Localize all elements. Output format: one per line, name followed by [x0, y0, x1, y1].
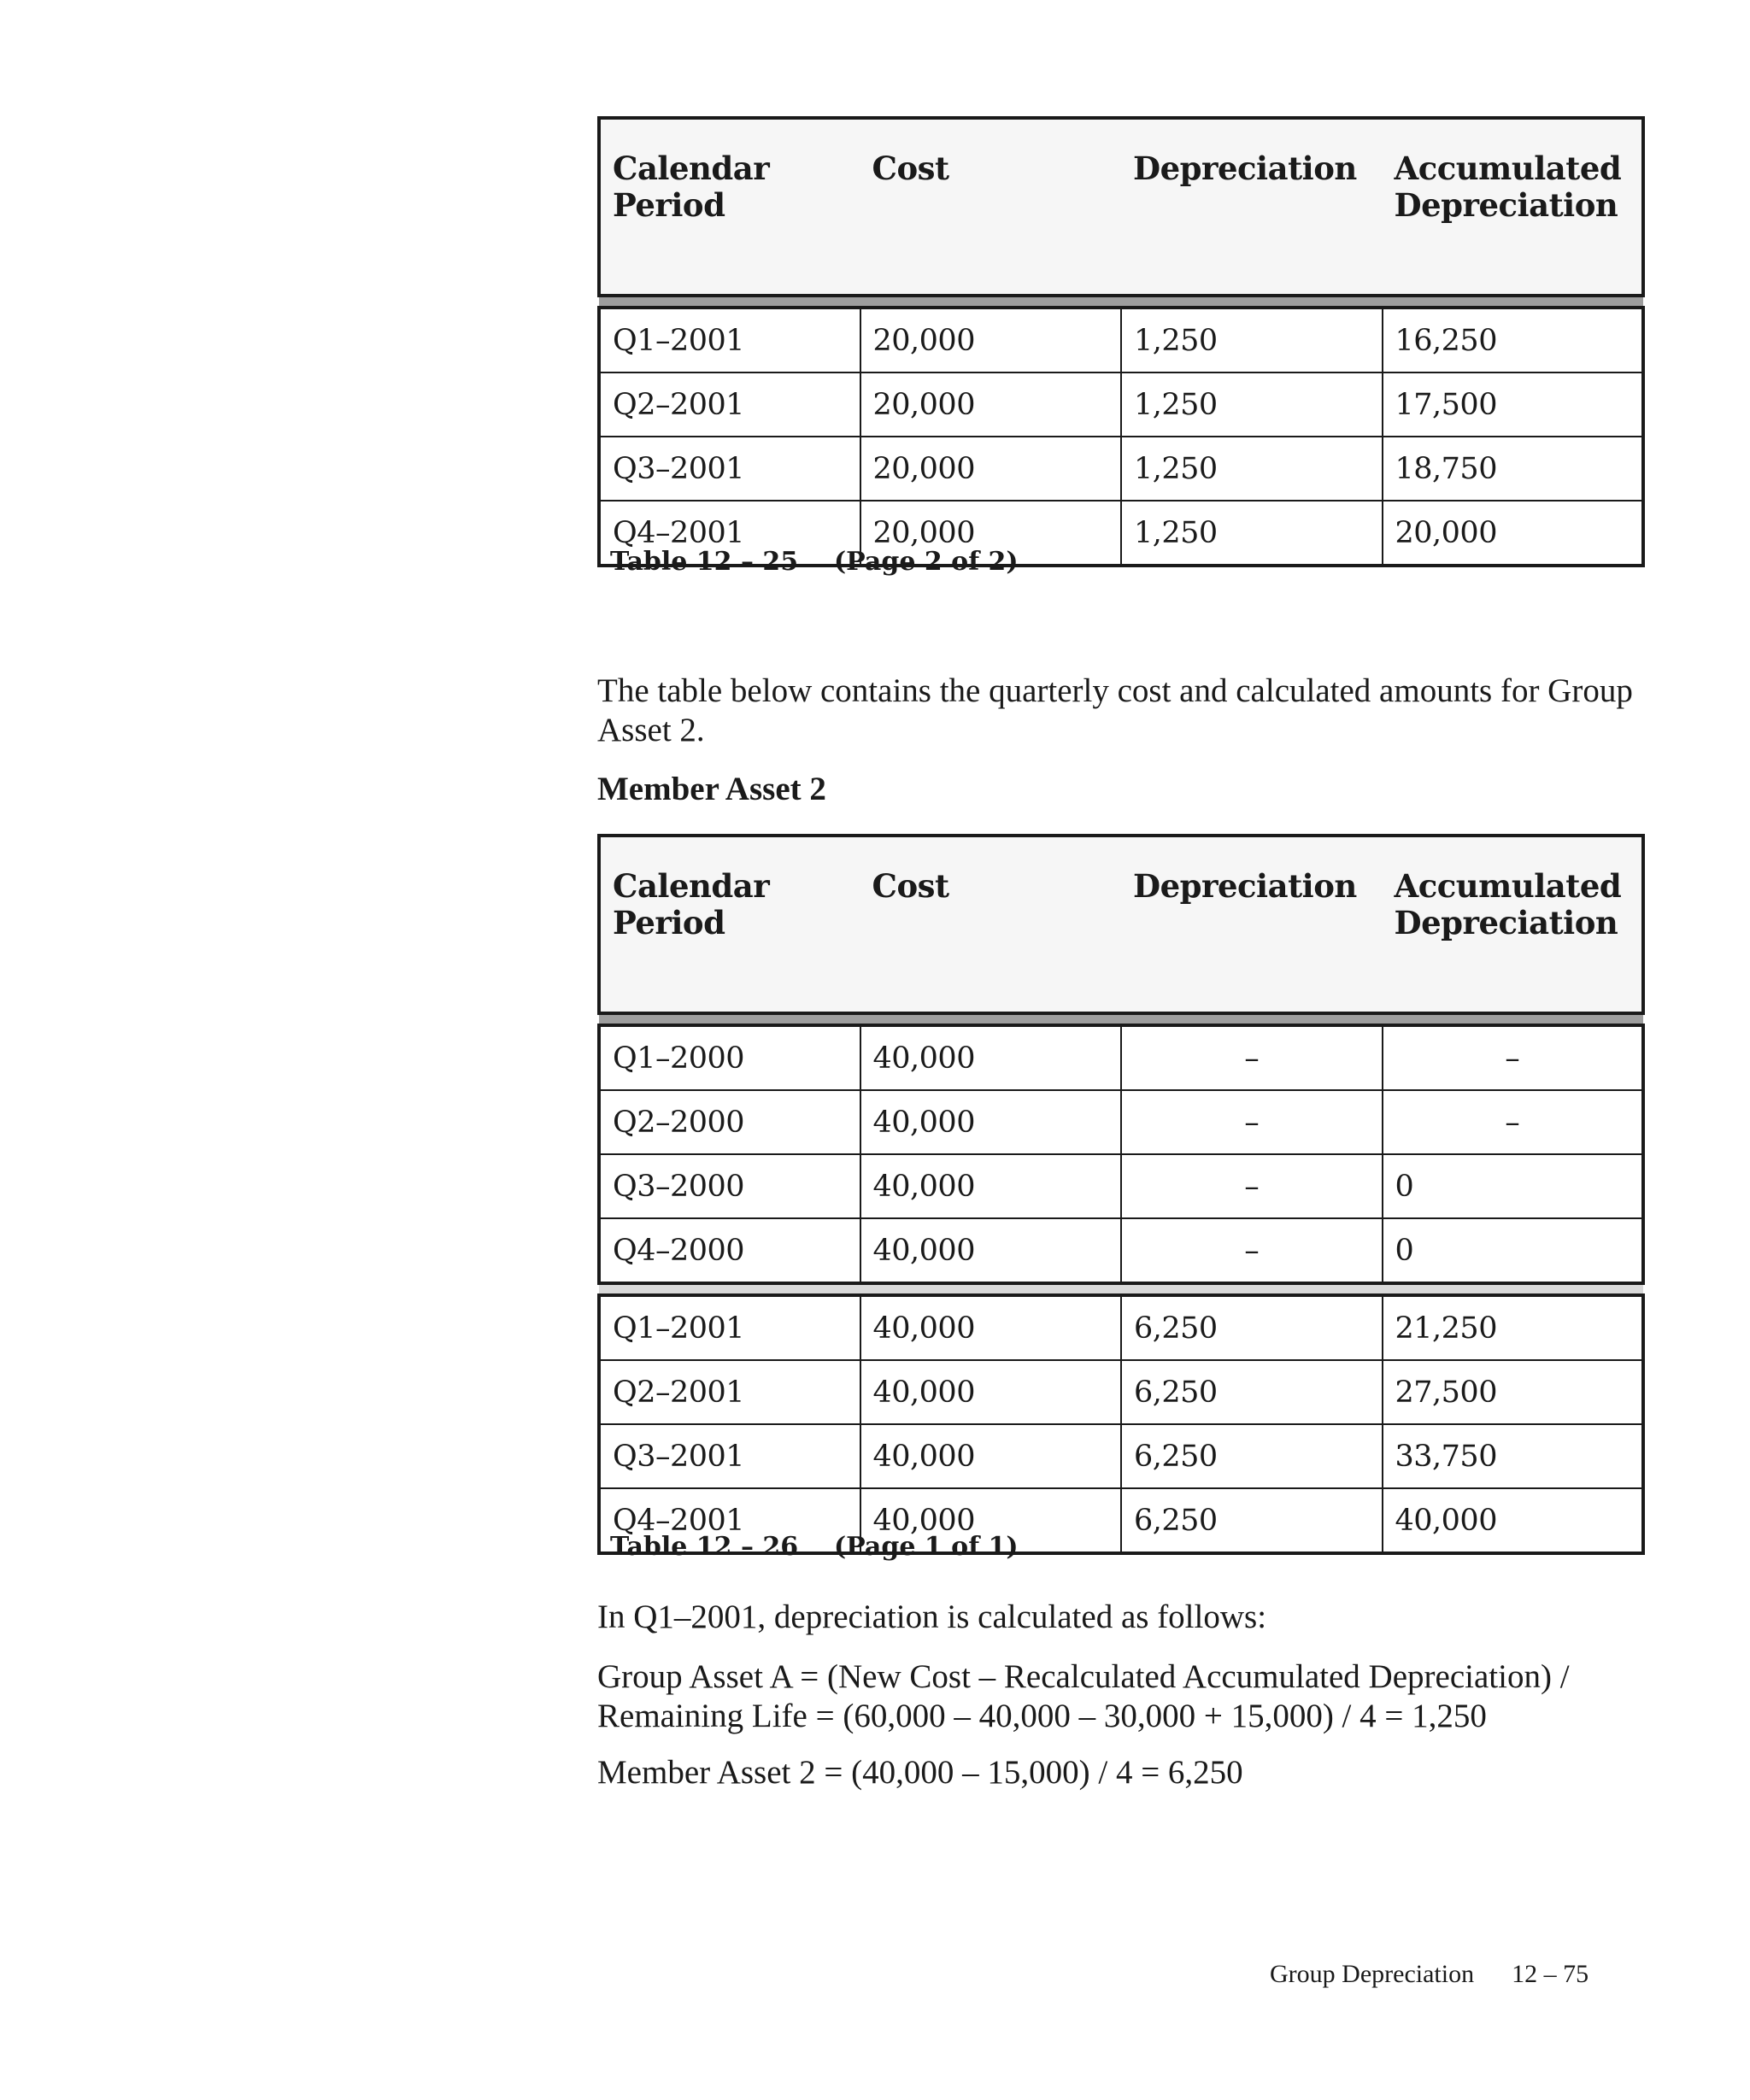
table-cell: – [1121, 1025, 1383, 1090]
table-cell: 33,750 [1383, 1424, 1644, 1488]
caption-page: (Page 2 of 2) [833, 547, 1019, 577]
row-group-separator [599, 1283, 1643, 1295]
table-cell: 6,250 [1121, 1360, 1383, 1424]
table-cell: Q2–2000 [599, 1090, 860, 1154]
table-cell: 20,000 [860, 437, 1122, 501]
footer-section: Group Depreciation [1270, 1960, 1475, 1988]
table-cell: 0 [1383, 1154, 1644, 1218]
table-cell: – [1383, 1025, 1644, 1090]
table-cell: 1,250 [1121, 437, 1383, 501]
table-cell: – [1121, 1090, 1383, 1154]
table-cell: Q3–2001 [599, 1424, 860, 1488]
table-cell: 16,250 [1383, 308, 1644, 372]
table-cell: 40,000 [860, 1090, 1122, 1154]
table-row [599, 308, 1643, 372]
calculation-intro: In Q1–2001, depreciation is calculated as follows: [597, 1598, 1267, 1635]
column-header: Cost [860, 836, 1122, 1013]
column-header: Accumulated Depreciation [1383, 118, 1644, 296]
table-cell: – [1121, 1154, 1383, 1218]
table-cell: 40,000 [860, 1025, 1122, 1090]
table-row [599, 1360, 1643, 1424]
table-cell: 17,500 [1383, 372, 1644, 437]
table-cell: Q4–2000 [599, 1218, 860, 1283]
table-row [599, 437, 1643, 501]
page-footer [1270, 1960, 1589, 1989]
caption-label: Table 12 – 26 [610, 1532, 799, 1562]
table-cell: 40,000 [860, 1360, 1122, 1424]
table-cell: 1,250 [1121, 372, 1383, 437]
table-cell: 0 [1383, 1218, 1644, 1283]
table-cell: 27,500 [1383, 1360, 1644, 1424]
table-row [599, 1424, 1643, 1488]
table-title-member-asset-2: Member Asset 2 [597, 771, 826, 807]
table-row [599, 1218, 1643, 1283]
table-cell: 40,000 [860, 1424, 1122, 1488]
table-cell: 1,250 [1121, 308, 1383, 372]
table-cell: Q2–2001 [599, 372, 860, 437]
table-cell: 6,250 [1121, 1424, 1383, 1488]
formula-member-asset: Member Asset 2 = (40,000 – 15,000) / 4 = 6,250 [597, 1754, 1243, 1791]
table-cell: 20,000 [860, 501, 1122, 566]
table-row [599, 1025, 1643, 1090]
table-cell: Q1–2001 [599, 1295, 860, 1360]
column-header: Calendar Period [599, 118, 860, 296]
intro-paragraph: The table below contains the quarterly cost and calculated amounts for Group Asset 2. [597, 672, 1633, 748]
table-cell: 6,250 [1121, 1295, 1383, 1360]
table-row [599, 1295, 1643, 1360]
depreciation-table-12-25 [597, 116, 1645, 567]
table-cell: 40,000 [860, 1488, 1122, 1553]
table-cell: Q3–2001 [599, 437, 860, 501]
table-row [599, 1090, 1643, 1154]
table-cell: 40,000 [860, 1154, 1122, 1218]
table-cell: Q3–2000 [599, 1154, 860, 1218]
column-header: Accumulated Depreciation [1383, 836, 1644, 1013]
row-group-separator [599, 296, 1643, 308]
row-group-separator [599, 1013, 1643, 1025]
caption-page: (Page 1 of 1) [833, 1532, 1019, 1562]
table-cell: 21,250 [1383, 1295, 1644, 1360]
table-cell: 20,000 [860, 372, 1122, 437]
formula-group-asset: Group Asset A = (New Cost – Recalculated Accumulated Depreciation) / Remaining Life = (60,000 – 40,000 – 30,000 + 15,000) / 4 = 1,250 [597, 1658, 1570, 1734]
footer-page-number: 12 – 75 [1512, 1960, 1589, 1988]
table-cell: Q1–2001 [599, 308, 860, 372]
table-cell: 40,000 [860, 1218, 1122, 1283]
table-cell: 20,000 [860, 308, 1122, 372]
table-cell: 18,750 [1383, 437, 1644, 501]
table-caption-12-25 [610, 547, 1019, 577]
caption-label: Table 12 – 25 [610, 547, 799, 577]
table-row [599, 372, 1643, 437]
table-cell: 1,250 [1121, 501, 1383, 566]
table-caption-12-26 [610, 1532, 1019, 1562]
table-cell: – [1383, 1090, 1644, 1154]
header-row [599, 118, 1643, 296]
table-cell: Q1–2000 [599, 1025, 860, 1090]
table-cell: 20,000 [1383, 501, 1644, 566]
column-header: Depreciation [1121, 836, 1383, 1013]
column-header: Depreciation [1121, 118, 1383, 296]
depreciation-table-12-26 [597, 834, 1645, 1555]
table-cell: Q4–2001 [599, 1488, 860, 1553]
table-cell: Q4–2001 [599, 501, 860, 566]
column-header: Calendar Period [599, 836, 860, 1013]
table-cell: 40,000 [860, 1295, 1122, 1360]
table-cell: 6,250 [1121, 1488, 1383, 1553]
column-header: Cost [860, 118, 1122, 296]
table-cell: – [1121, 1218, 1383, 1283]
table-row [599, 1154, 1643, 1218]
table-cell: Q2–2001 [599, 1360, 860, 1424]
table-cell: 40,000 [1383, 1488, 1644, 1553]
header-row [599, 836, 1643, 1013]
